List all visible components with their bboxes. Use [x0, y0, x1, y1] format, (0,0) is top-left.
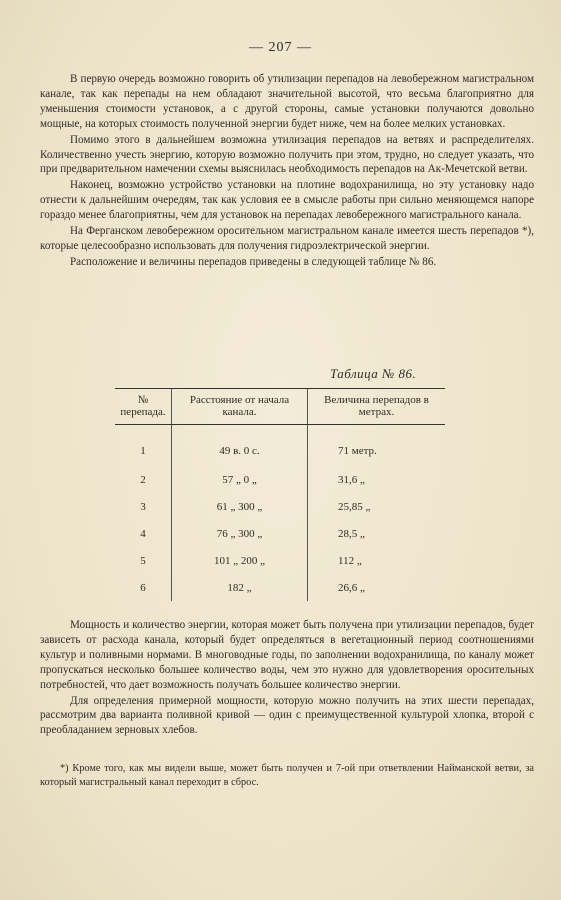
main-text — [40, 72, 534, 270]
paragraph: Помимо этого в дальнейшем возможна утилизация перепадов на ветвях и распределителях. Количественно учесть энергию, которую возможно получить при этом, трудно, но следует указать, что при предварительном намечении схемы выяснилась необходимость перепадов на Ак-Мечетской ветви. — [40, 133, 534, 176]
cell-height: 28,5 „ — [308, 520, 446, 547]
paragraph: Для определения примерной мощности, которую можно получить на этих шести перепадах, рассмотрим два варианта поливной кривой — один с преимущественной культурой хлопка, второй с преобладанием зерновых хлебов. — [40, 694, 534, 737]
cell-distance: 49 в. 0 с. — [172, 425, 308, 467]
cell-drop-number: 1 — [140, 444, 146, 457]
main-text-continued — [40, 618, 534, 738]
cell-distance: 182 „ — [172, 574, 308, 601]
cell-height: 25,85 „ — [308, 493, 446, 520]
cell-distance: 76 „ 300 „ — [172, 520, 308, 547]
table-row — [115, 520, 445, 547]
footnote — [40, 762, 534, 790]
paragraph: Мощность и количество энергии, которая может быть получена при утилизации перепадов, будет зависеть от расхода канала, который будет определяться в вегетационный период соотношениями культур и поливными нормами. В многоводные годы, по заполнении водохранилища, по каналу может пропускаться несколько большее количество воды, чем это нужно для удовлетворения оросительных потребностей, что дает возможность получать большее количество энергии. — [40, 619, 534, 691]
cell-drop-number: 3 — [140, 500, 146, 513]
table-row — [115, 547, 445, 574]
footnote-text: *) Кроме того, как мы видели выше, может быть получен и 7-ой при ответвлении Наймaнской ветви, за который магистральный канал переходит в сброс. — [40, 763, 534, 788]
table-row — [115, 425, 445, 467]
table-header-row — [115, 389, 445, 425]
table-caption: Таблица № 86. — [330, 366, 417, 381]
cell-distance: 61 „ 300 „ — [172, 493, 308, 520]
cell-height: 71 метр. — [308, 425, 446, 467]
cell-height: 26,6 „ — [308, 574, 446, 601]
table-row — [115, 574, 445, 601]
page-number: — 207 — — [249, 40, 312, 55]
cell-drop-number: 6 — [140, 581, 146, 594]
table-row — [115, 493, 445, 520]
cell-drop-number: 5 — [140, 554, 146, 567]
cell-distance: 101 „ 200 „ — [172, 547, 308, 574]
paragraph: На Ферганском левобережном оросительном магистральном канале имеется шесть перепадов *), которые целесообразно использовать для получения гидроэлектрической энергии. — [40, 225, 534, 252]
cell-height: 31,6 „ — [308, 466, 446, 493]
paragraph: Наконец, возможно устройство установки на плотине водохранилища, но эту установку надо отнести к дальнейшим очередям, так как условия ее в смысле работы при сильно меняющемся напоре гораздо менее благоприятны, чем для установок на перепадах левобережного магистрального канала. — [40, 179, 534, 222]
cell-height: 112 „ — [308, 547, 446, 574]
header-height: Величина перепадов в метрах. — [308, 389, 446, 425]
cell-distance: 57 „ 0 „ — [172, 466, 308, 493]
cell-drop-number: 4 — [140, 527, 146, 540]
cell-drop-number: 2 — [140, 473, 146, 486]
header-distance: Расстояние от начала канала. — [172, 389, 308, 425]
drops-table — [115, 388, 445, 601]
paragraph: В первую очередь возможно говорить об утилизации перепадов на левобережном магистральном канале, так как перепады на нем обладают значительной высотой, что весьма благоприятно для уменьшения стоимости установок, а с другой стороны, самые установки получаются довольно мощные, на которых стоимость полученной энергии будет ниже, чем на более мелких установках. — [40, 73, 534, 130]
paragraph: Расположение и величины перепадов приведены в следующей таблице № 86. — [70, 255, 437, 268]
header-drop-number: № перепада. — [115, 389, 172, 425]
table-row — [115, 466, 445, 493]
